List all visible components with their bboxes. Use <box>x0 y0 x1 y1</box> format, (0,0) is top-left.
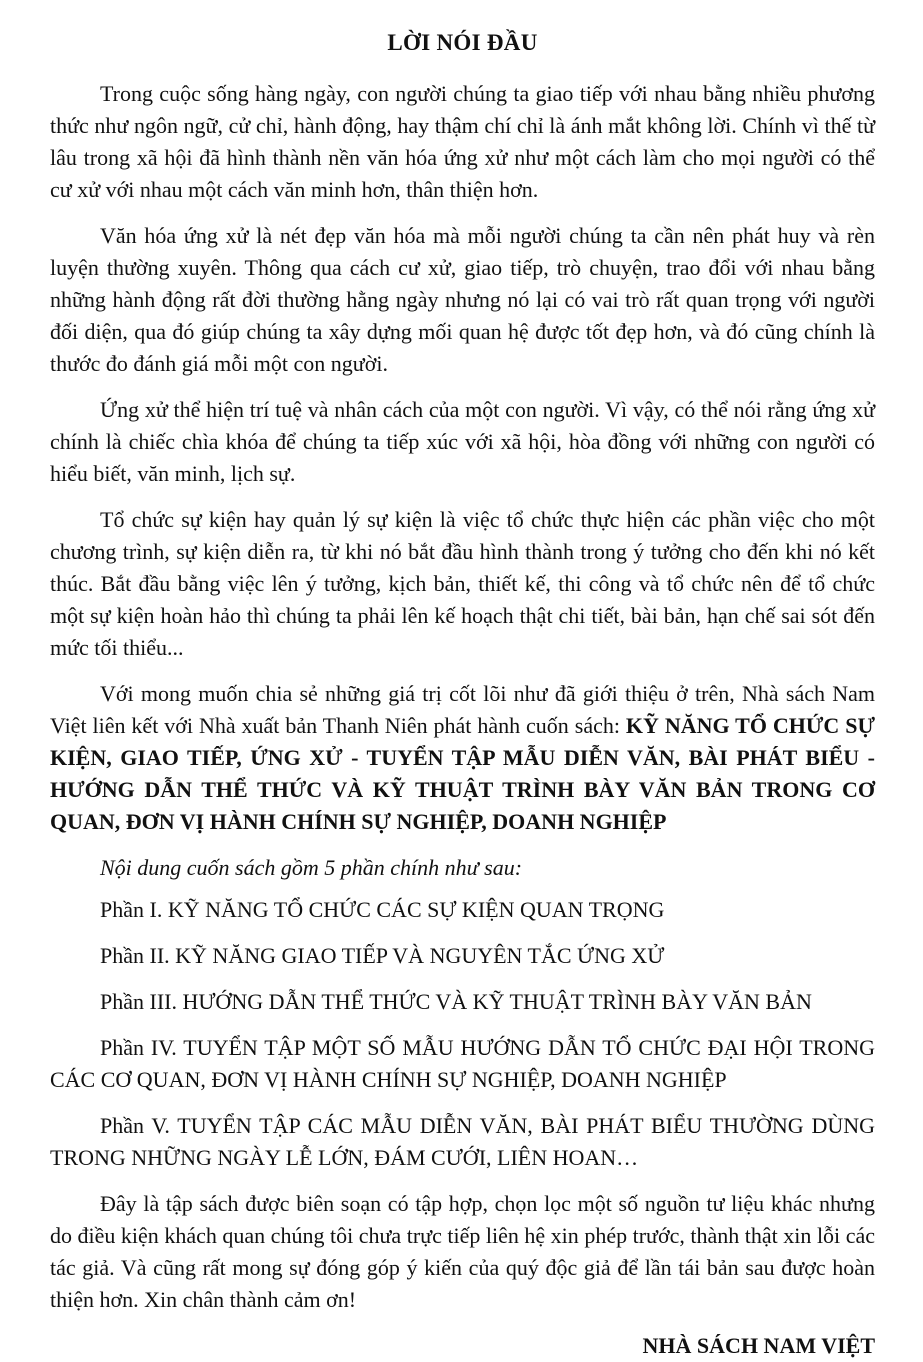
signature: NHÀ SÁCH NAM VIỆT <box>642 1333 875 1358</box>
part-item: Phần I. KỸ NĂNG TỔ CHỨC CÁC SỰ KIỆN QUAN TRỌNG <box>100 897 665 922</box>
paragraph: Văn hóa ứng xử là nét đẹp văn hóa mà mỗi người chúng ta cần nên phát huy và rèn luyện thường xuyên. Thông qua cách cư xử, giao tiếp, trò chuyện, trao đổi với nhau bằng những hành động rất đời thường hằng ngày nhưng nó lại có vai trò rất quan trọng với người đối diện, qua đó giúp chúng ta xây dựng mối quan hệ được tốt đẹp hơn, và đó cũng chính là thước đo đánh giá mỗi một con người. <box>50 223 875 376</box>
paragraph: Trong cuộc sống hàng ngày, con người chúng ta giao tiếp với nhau bằng nhiều phương thức như ngôn ngữ, cử chỉ, hành động, hay thậm chí chỉ là ánh mắt không lời. Chính vì thế từ lâu trong xã hội đã hình thành nền văn hóa ứng xử như một cách làm cho mọi người có thể cư xử với nhau một cách văn minh hơn, thân thiện hơn. <box>50 81 875 202</box>
paragraph: Tổ chức sự kiện hay quản lý sự kiện là việc tổ chức thực hiện các phần việc cho một chương trình, sự kiện diễn ra, từ khi nó bắt đầu hình thành trong ý tưởng cho đến khi nó kết thúc. Bắt đầu bằng việc lên ý tưởng, kịch bản, thiết kế, thi công và tổ chức nên để tổ chức một sự kiện hoàn hảo thì chúng ta phải lên kế hoạch thật chi tiết, bài bản, hạn chế sai sót đến mức tối thiểu... <box>50 507 875 660</box>
part-item: Phần II. KỸ NĂNG GIAO TIẾP VÀ NGUYÊN TẮC ỨNG XỬ <box>100 943 665 968</box>
book-paragraph <box>50 678 875 838</box>
contents-intro: Nội dung cuốn sách gồm 5 phần chính như sau: <box>100 855 523 880</box>
book-title: KỸ NĂNG TỔ CHỨC SỰ KIỆN, GIAO TIẾP, ỨNG XỬ - TUYỂN TẬP MẪU DIỄN VĂN, BÀI PHÁT BIỂU - HƯỚNG DẪN THỂ THỨC VÀ KỸ THUẬT TRÌNH BÀY VĂN BẢN TRONG CƠ QUAN, ĐƠN VỊ HÀNH CHÍNH SỰ NGHIỆP, DOANH NGHIỆP <box>50 713 875 834</box>
paragraph: Ứng xử thể hiện trí tuệ và nhân cách của một con người. Vì vậy, có thể nói rằng ứng xử chính là chiếc chìa khóa để chúng ta tiếp xúc với xã hội, hòa đồng với những con người có hiểu biết, văn minh, lịch sự. <box>50 397 875 486</box>
part-item: Phần IV. TUYỂN TẬP MỘT SỐ MẪU HƯỚNG DẪN TỔ CHỨC ĐẠI HỘI TRONG CÁC CƠ QUAN, ĐƠN VỊ HÀNH CHÍNH SỰ NGHIỆP, DOANH NGHIỆP <box>50 1035 875 1092</box>
book-intro: Với mong muốn chia sẻ những giá trị cốt lõi như đã giới thiệu ở trên, Nhà sách Nam Việt liên kết với Nhà xuất bản Thanh Niên phát hành cuốn sách: <box>50 681 875 738</box>
page-title: LỜI NÓI ĐẦU <box>387 30 538 55</box>
closing-paragraph: Đây là tập sách được biên soạn có tập hợp, chọn lọc một số nguồn tư liệu khác nhưng do điều kiện khách quan chúng tôi chưa trực tiếp liên hệ xin phép trước, thành thật xin lỗi các tác giả. Và cũng rất mong sự đóng góp ý kiến của quý độc giả để lần tái bản sau được hoàn thiện hơn. Xin chân thành cảm ơn! <box>50 1191 875 1312</box>
part-item: Phần V. TUYỂN TẬP CÁC MẪU DIỄN VĂN, BÀI PHÁT BIỂU THƯỜNG DÙNG TRONG NHỮNG NGÀY LỄ LỚN, ĐÁM CƯỚI, LIÊN HOAN… <box>50 1113 875 1170</box>
part-item: Phần III. HƯỚNG DẪN THỂ THỨC VÀ KỸ THUẬT TRÌNH BÀY VĂN BẢN <box>100 989 812 1014</box>
